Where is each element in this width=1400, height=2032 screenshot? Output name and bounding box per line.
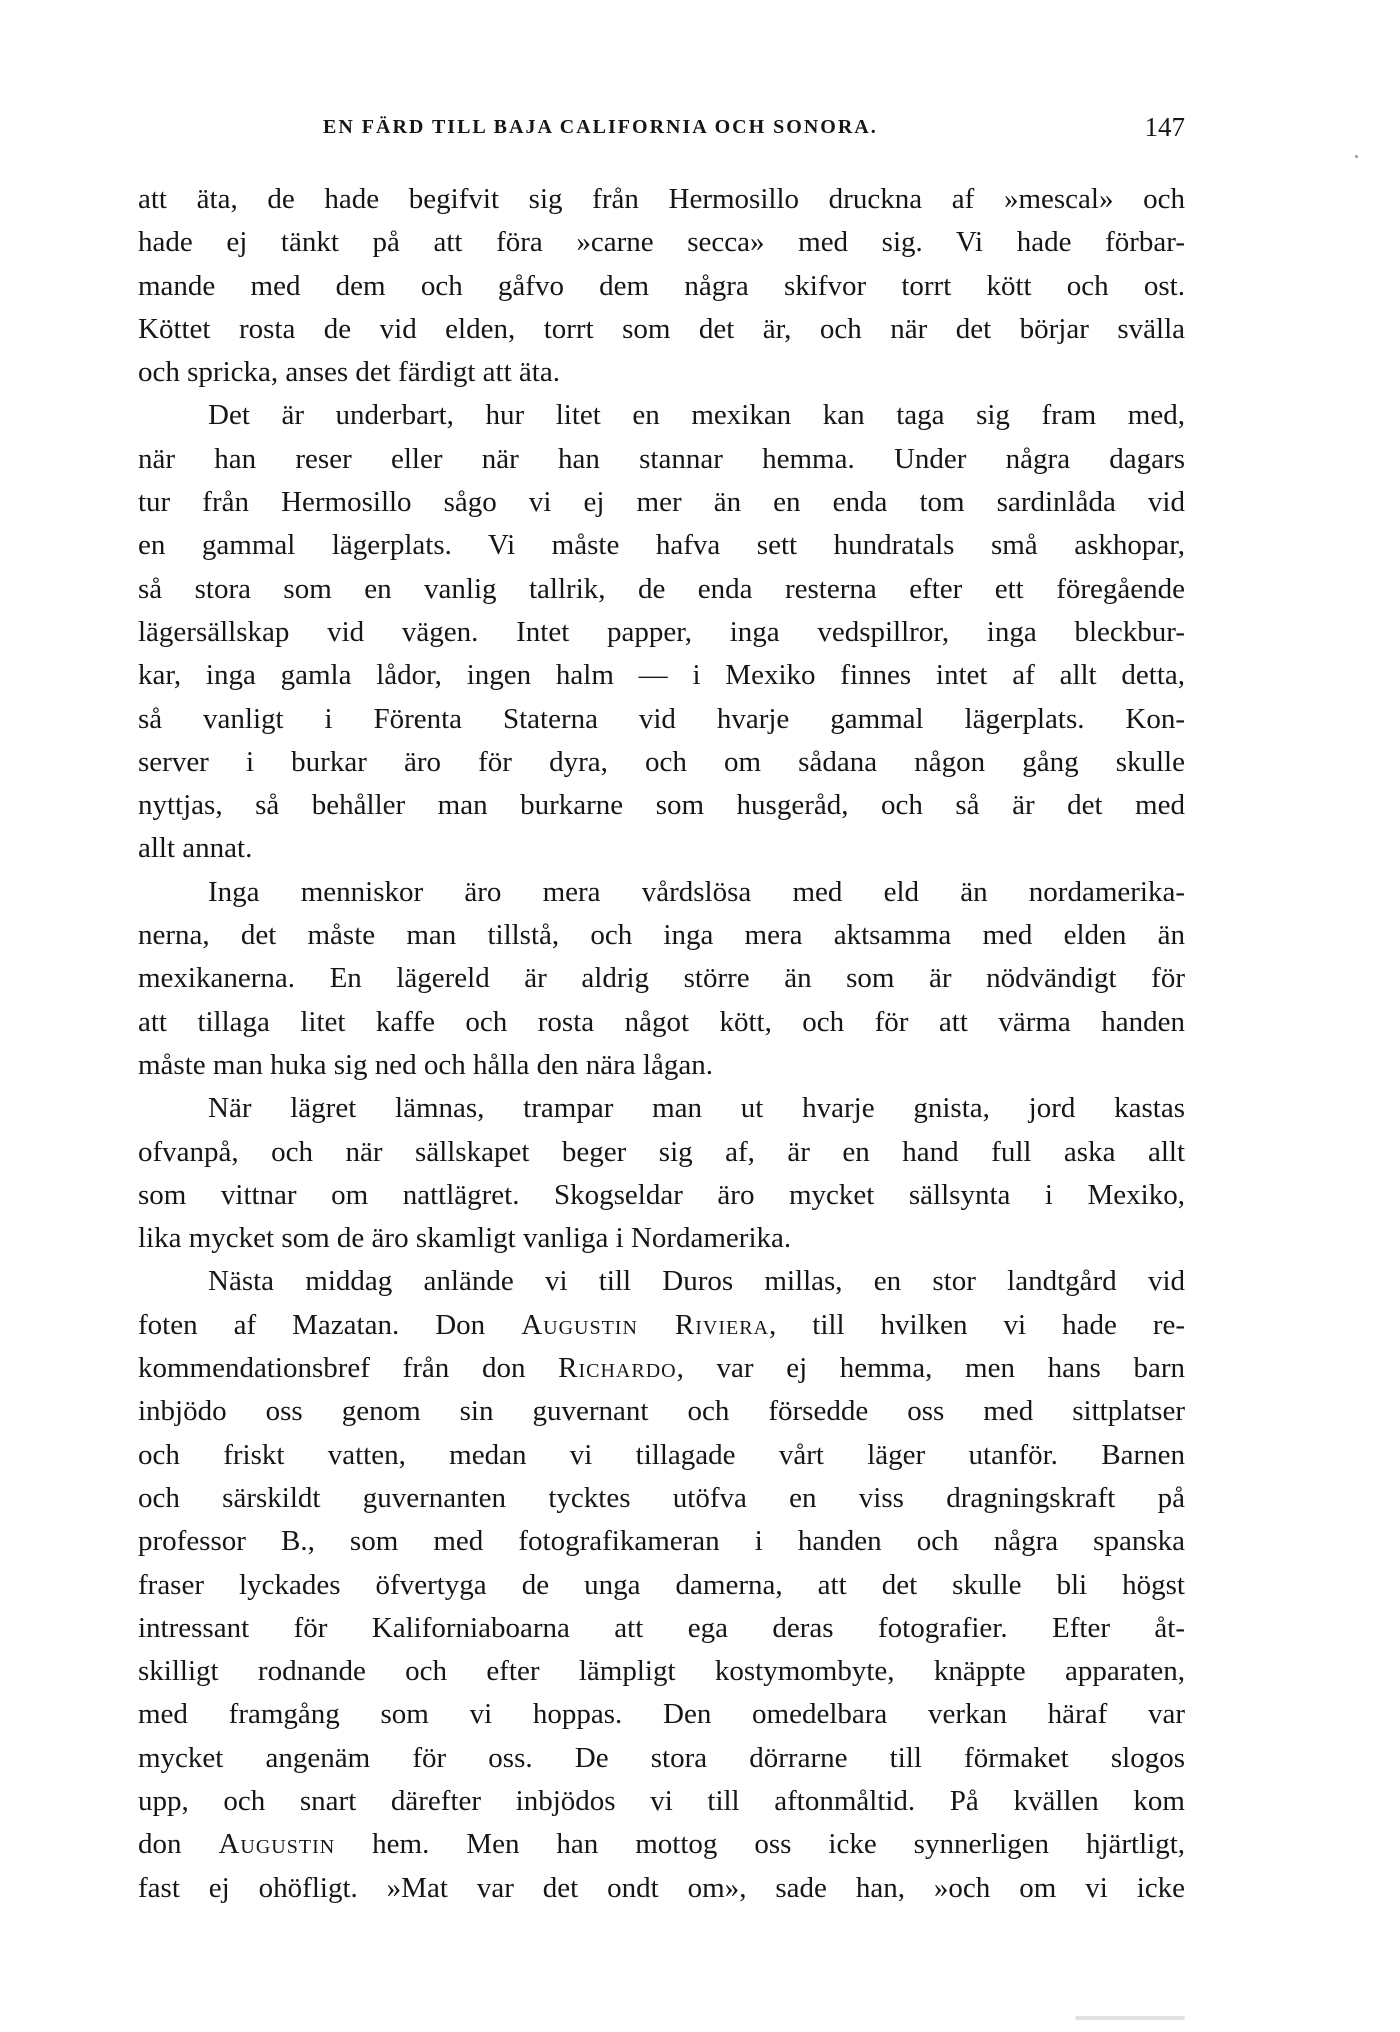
text-segment: kommendationsbref från don xyxy=(138,1352,526,1385)
text-segment: , var ej hemma, men hans barn xyxy=(676,1352,1185,1385)
text-line: intressant för Kaliforniaboarna att ega deras fotografier. Efter åt- xyxy=(138,1611,1185,1644)
text-line: när han reser eller när han stannar hemma. Under några dagars xyxy=(138,442,1185,475)
text-line: måste man huka sig ned och hålla den nära lågan. xyxy=(138,1048,713,1081)
scan-speck xyxy=(1355,155,1358,158)
running-title: EN FÄRD TILL BAJA CALIFORNIA OCH SONORA. xyxy=(323,116,878,138)
text-line: När lägret lämnas, trampar man ut hvarje gnista, jord kastas xyxy=(208,1092,1185,1125)
text-line: nyttjas, så behåller man burkarne som husgeråd, och så är det med xyxy=(138,789,1185,822)
text-line: ofvanpå, och när sällskapet beger sig af, är en hand full aska allt xyxy=(138,1135,1185,1168)
person-name: Augustin xyxy=(218,1828,336,1861)
text-line: server i burkar äro för dyra, och om sådana någon gång skulle xyxy=(138,745,1185,778)
text-line: Köttet rosta de vid elden, torrt som det är, och när det börjar svälla xyxy=(138,312,1185,345)
body-text xyxy=(138,178,1185,1910)
text-line: mande med dem och gåfvo dem några skifvor torrt kött och ost. xyxy=(138,269,1185,302)
text-line: mycket angenäm för oss. De stora dörrarne till förmaket slogos xyxy=(138,1741,1185,1774)
text-line: tur från Hermosillo sågo vi ej mer än en enda tom sardinlåda vid xyxy=(138,486,1185,519)
text-segment: hem. Men han mottog oss icke synnerligen hjärtligt, xyxy=(372,1828,1186,1861)
text-line-with-name xyxy=(138,1347,1185,1390)
text-line: skilligt rodnande och efter lämpligt kostymombyte, knäppte apparaten, xyxy=(138,1655,1185,1688)
text-line: Nästa middag anlände vi till Duros millas, en stor landtgård vid xyxy=(208,1265,1185,1298)
text-line: och särskildt guvernanten tycktes utöfva en viss dragningskraft på xyxy=(138,1481,1185,1514)
text-line: lägersällskap vid vägen. Intet papper, inga vedspillror, inga bleckbur- xyxy=(138,615,1185,648)
text-line: en gammal lägerplats. Vi måste hafva sett hundratals små askhopar, xyxy=(138,529,1185,562)
text-line: Det är underbart, hur litet en mexikan kan taga sig fram med, xyxy=(208,399,1185,432)
text-line: allt annat. xyxy=(138,832,253,865)
text-line: fast ej ohöfligt. »Mat var det ondt om», sade han, »och om vi icke xyxy=(138,1871,1185,1904)
text-line: och spricka, anses det färdigt att äta. xyxy=(138,356,560,389)
text-line: inbjödo oss genom sin guvernant och försedde oss med sittplatser xyxy=(138,1395,1185,1428)
text-line: hade ej tänkt på att föra »carne secca» med sig. Vi hade förbar- xyxy=(138,226,1185,259)
text-segment: don xyxy=(138,1828,182,1861)
person-name: Augustin Riviera xyxy=(521,1308,770,1341)
scan-smudge xyxy=(1075,2016,1185,2020)
text-line: och friskt vatten, medan vi tillagade vårt läger utanför. Barnen xyxy=(138,1438,1185,1471)
text-line: fraser lyckades öfvertyga de unga damerna, att det skulle bli högst xyxy=(138,1568,1185,1601)
text-line-with-name xyxy=(138,1823,1185,1866)
text-line: så vanligt i Förenta Staterna vid hvarje gammal lägerplats. Kon- xyxy=(138,702,1185,735)
text-segment: , till hvilken vi hade re- xyxy=(769,1308,1186,1341)
page-number: 147 xyxy=(1144,112,1185,142)
text-line: mexikanerna. En lägereld är aldrig större än som är nödvändigt för xyxy=(138,962,1185,995)
text-segment: foten af Mazatan. Don xyxy=(138,1308,486,1341)
text-line: med framgång som vi hoppas. Den omedelbara verkan häraf var xyxy=(138,1698,1185,1731)
person-name: Richardo xyxy=(558,1352,677,1385)
text-line: att tillaga litet kaffe och rosta något kött, och för att värma handen xyxy=(138,1005,1185,1038)
text-line: kar, inga gamla lådor, ingen halm — i Mexiko finnes intet af allt detta, xyxy=(138,659,1185,692)
text-line: Inga menniskor äro mera vårdslösa med eld än nordamerika- xyxy=(208,875,1185,908)
text-line: professor B., som med fotografikameran i handen och några spanska xyxy=(138,1525,1185,1558)
text-line: lika mycket som de äro skamligt vanliga i Nordamerika. xyxy=(138,1222,792,1255)
text-line: så stora som en vanlig tallrik, de enda resterna efter ett föregående xyxy=(138,572,1185,605)
running-header xyxy=(140,112,1185,152)
text-line-with-name xyxy=(138,1304,1185,1347)
text-line: upp, och snart därefter inbjödos vi till aftonmåltid. På kvällen kom xyxy=(138,1784,1185,1817)
text-line: som vittnar om nattlägret. Skogseldar äro mycket sällsynta i Mexiko, xyxy=(138,1178,1185,1211)
text-line: att äta, de hade begifvit sig från Hermosillo druckna af »mescal» och xyxy=(138,183,1185,215)
text-line: nerna, det måste man tillstå, och inga mera aktsamma med elden än xyxy=(138,919,1185,952)
